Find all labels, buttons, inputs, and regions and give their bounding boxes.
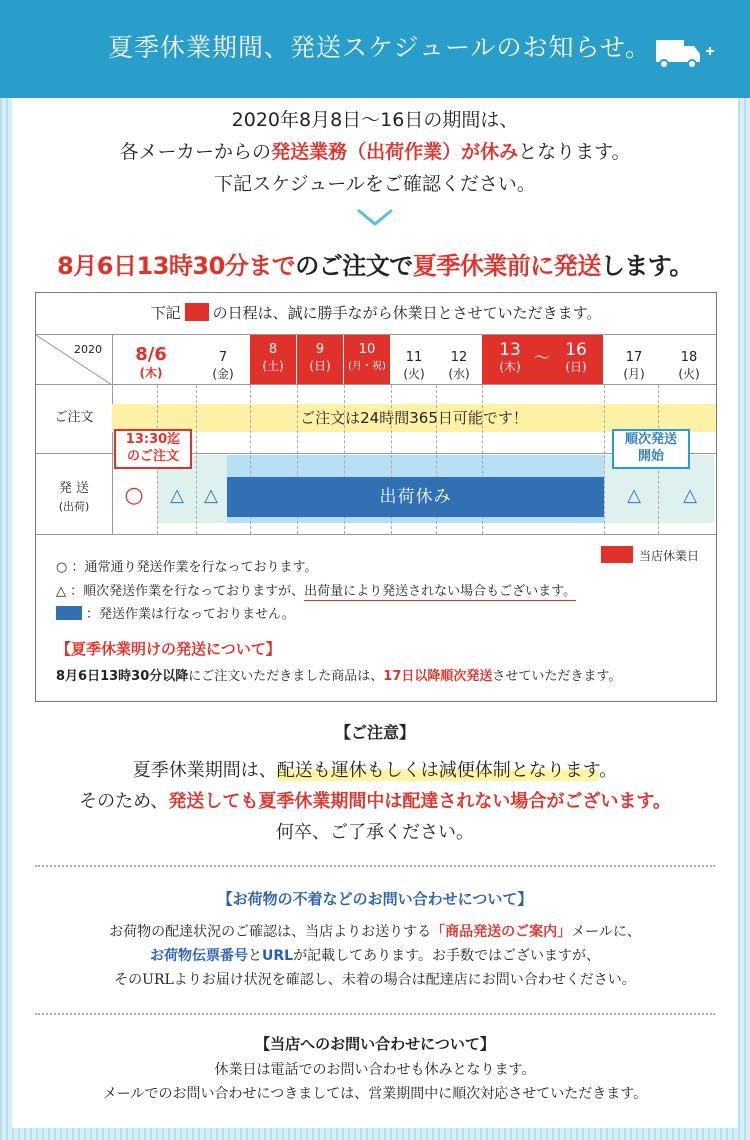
date-day: 18 [680, 350, 698, 365]
headline-deadline: 8月6日13時30分まで [57, 252, 296, 280]
date-dow: (火) [678, 367, 700, 381]
caution-line-1-highlight: 配送も運休もしくは減便体制となります [276, 760, 600, 781]
legend-triangle-pre: △ ：順次発送作業を行なっておりますが、 [56, 584, 305, 599]
grid-line [604, 385, 605, 534]
date-day: 9 [315, 342, 325, 357]
legend-blue [56, 603, 295, 622]
inquiry-line-2 [0, 944, 750, 968]
resume-callout [612, 429, 690, 469]
deadline-callout-line1: 13:30迄 [125, 432, 181, 447]
inquiry-line-2-mid: と [248, 948, 263, 964]
caution-title: 【ご注意】 [334, 723, 415, 742]
ship-sublabel: (出荷) [58, 500, 90, 513]
headline-ship: 夏季休業前に発送 [412, 252, 601, 280]
caution-text [0, 755, 750, 848]
date-col-10 [344, 335, 390, 384]
legend-triangle [56, 580, 576, 599]
resume-callout-line1: 順次発送 [624, 432, 677, 447]
intro-text [0, 104, 750, 200]
after-holiday-title: 【夏季休業明けの発送について】 [56, 640, 281, 658]
date-col-07 [196, 349, 250, 383]
date-range-tilde: 〜 [533, 348, 550, 367]
headline-mid: のご注文で [295, 252, 413, 280]
caution-line-3: 何卒、ご了承ください。 [276, 822, 474, 843]
title-banner [0, 0, 750, 98]
inquiry-line-1-red: 「商品発送のご案内」 [431, 924, 572, 940]
intro-line-2-red: 発送業務（出荷作業）が休み [271, 141, 519, 163]
intro-line-2-post: となります。 [518, 141, 631, 163]
date-col-13-16 [482, 335, 603, 384]
date-dow: (日) [565, 360, 587, 374]
date-day: 8 [268, 342, 278, 357]
caution-line-2-pre: そのため、 [79, 791, 169, 812]
inquiry-line-1 [0, 920, 750, 944]
date-day: 13 [499, 340, 521, 360]
caution-line-2-red: 発送しても夏季休業期間中は配達されない場合がございます。 [168, 791, 671, 812]
date-col-08 [250, 335, 296, 384]
legend-circle: ○ ：通常通り発送作業を行なっております。 [56, 560, 318, 575]
inquiry-title: 【お荷物の不着などのお問い合わせについて】 [217, 890, 533, 908]
date-dow: (土) [262, 359, 284, 373]
date-col-12 [436, 349, 482, 383]
date-day: 12 [450, 350, 468, 365]
date-dow: (月・祝) [348, 361, 386, 372]
date-day: 7 [218, 350, 228, 365]
date-day: 17 [625, 350, 643, 365]
order-row-label: ご注文 [54, 410, 94, 425]
date-dow: (木) [139, 366, 163, 380]
inquiry-line-3: そのURLよりお届け状況を確認し、未着の場合は配達店にお問い合わせください。 [114, 972, 636, 988]
date-col-11 [391, 349, 437, 383]
date-dow: (水) [448, 367, 470, 381]
date-dow: (火) [403, 367, 425, 381]
store-inquiry-text [0, 1058, 750, 1106]
after-holiday-text [56, 665, 621, 684]
legend-holiday [601, 546, 699, 564]
grid-line [196, 385, 197, 534]
date-day: 8/6 [135, 344, 167, 365]
date-dow: (月) [623, 367, 645, 381]
inquiry-line-1-pre: お荷物の配達状況のご確認は、当店よりお送りする [109, 924, 432, 940]
intro-line-3: 下記スケジュールをご確認ください。 [214, 173, 536, 195]
intro-line-1: 2020年8月8日〜16日の期間は、 [231, 109, 519, 131]
date-day: 16 [565, 340, 587, 360]
grid-line [112, 335, 113, 385]
caution-line-1-post: 。 [599, 760, 618, 781]
schedule-table [35, 292, 717, 702]
inquiry-line-1-post: メールに、 [571, 924, 641, 940]
circle-mark: ○ [124, 483, 144, 508]
date-day: 10 [358, 342, 376, 357]
caution-line-2 [0, 786, 750, 817]
dotted-divider [35, 1013, 715, 1015]
intro-line-2 [0, 136, 750, 168]
legend-holiday-swatch [601, 546, 633, 563]
banner-title: 夏季休業期間、発送スケジュールのお知らせ。 [108, 33, 652, 62]
date-dow: (木) [499, 360, 521, 374]
table-header-post: の日程は、誠に勝手ながら休業日とさせていただきます。 [212, 304, 602, 322]
store-line-2: メールでのお問い合わせにつきましては、営業期間中に順次対応させていただきます。 [102, 1086, 648, 1102]
inquiry-line-2-post: が記載してあります。お手数ではございますが、 [293, 948, 600, 964]
store-line-1: 休業日は電話でのお問い合わせも休みとなります。 [214, 1062, 536, 1078]
inquiry-url: URL [262, 948, 294, 964]
order-bar: ご注文は24時間365日可能です！ [112, 404, 716, 432]
shipping-closed-bar: 出荷休み [227, 477, 604, 517]
inquiry-text [0, 920, 750, 992]
legend-blue-swatch [56, 606, 82, 620]
chevron-down-icon [356, 207, 394, 227]
deadline-callout [114, 429, 192, 469]
row-divider [36, 384, 716, 385]
row-divider [36, 534, 716, 535]
holiday-swatch [185, 303, 209, 321]
triangle-mark: △ [204, 485, 218, 506]
headline [0, 246, 750, 281]
intro-line-2-pre: 各メーカーからの [119, 141, 272, 163]
ship-label: 発 送 [58, 481, 90, 496]
deadline-callout-line2: のご注文 [126, 449, 179, 464]
triangle-mark: △ [683, 485, 697, 506]
legend-blue-label: ：発送作業は行なっておりません。 [86, 607, 295, 622]
inquiry-tracking-number: お荷物伝票番号 [150, 948, 249, 964]
date-col-09 [297, 335, 343, 384]
dotted-divider [35, 865, 715, 867]
store-inquiry-title: 【当店へのお問い合わせについて】 [255, 1035, 495, 1053]
date-day: 11 [405, 350, 423, 365]
caution-line-1 [0, 755, 750, 786]
resume-callout-line2: 開始 [637, 449, 664, 464]
legend-holiday-label: 当店休業日 [639, 549, 700, 563]
date-col-17 [611, 349, 657, 383]
delivery-truck-icon [654, 38, 714, 70]
date-dow: (日) [309, 359, 331, 373]
year-label: 2020 [74, 343, 102, 356]
ship-row-label [36, 480, 112, 516]
after-holiday-mid: にご注文いただきました商品は、 [188, 669, 384, 684]
caution-line-1-pre: 夏季休業期間は、 [132, 760, 277, 781]
after-holiday-post: させていただきます。 [492, 669, 622, 684]
triangle-mark: △ [627, 485, 641, 506]
table-header [36, 293, 716, 335]
legend-triangle-underlined: 出荷量により発送されない場合もございます。 [304, 584, 577, 599]
headline-end: します。 [600, 252, 693, 280]
date-col-0806 [114, 345, 188, 382]
date-col-18 [666, 349, 712, 383]
after-holiday-red: 17日以降順次発送 [383, 669, 493, 684]
date-dow: (金) [212, 367, 234, 381]
after-holiday-pre: 8月6日13時30分以降 [56, 669, 189, 684]
table-header-pre: 下記 [150, 304, 181, 322]
triangle-mark: △ [170, 485, 184, 506]
